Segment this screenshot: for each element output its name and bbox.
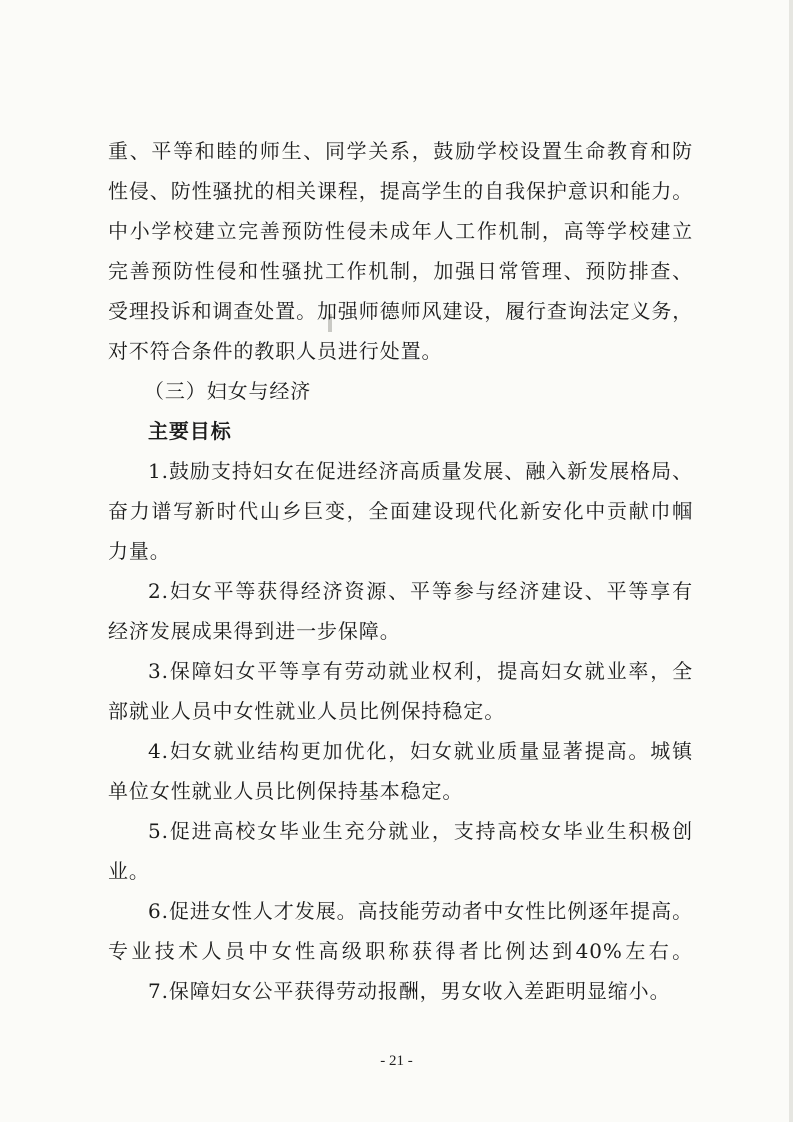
text-line: 对不符合条件的教职人员进行处置。 <box>108 339 443 363</box>
text-line: 奋力谱写新时代山乡巨变，全面建设现代化新安化中贡献巾帼 <box>108 499 693 523</box>
section-heading: （三）妇女与经济 <box>144 379 312 403</box>
text-line: 2.妇女平等获得经济资源、平等参与经济建设、平等享有 <box>148 579 693 603</box>
subsection-heading: 主要目标 <box>148 419 232 443</box>
text-line: 部就业人员中女性就业人员比例保持稳定。 <box>108 699 506 723</box>
text-line: 中小学校建立完善预防性侵未成年人工作机制，高等学校建立 <box>108 219 693 243</box>
text-line: 1.鼓励支持妇女在促进经济高质量发展、融入新发展格局、 <box>148 459 693 483</box>
text-line: 完善预防性侵和性骚扰工作机制，加强日常管理、预防排查、 <box>108 259 693 283</box>
text-line: 业。 <box>108 859 150 883</box>
text-line: 力量。 <box>108 539 171 563</box>
text-line: 4.妇女就业结构更加优化，妇女就业质量显著提高。城镇 <box>148 739 693 763</box>
text-line: 重、平等和睦的师生、同学关系，鼓励学校设置生命教育和防 <box>108 139 693 163</box>
text-line: 3.保障妇女平等享有劳动就业权利，提高妇女就业率，全 <box>148 659 693 683</box>
text-line: 7.保障妇女公平获得劳动报酬，男女收入差距明显缩小。 <box>148 979 671 1003</box>
text-line: 专业技术人员中女性高级职称获得者比例达到40%左右。 <box>108 939 693 963</box>
page-body <box>108 131 693 1011</box>
page-edge-shadow <box>789 0 793 1122</box>
text-line: 6.促进女性人才发展。高技能劳动者中女性比例逐年提高。 <box>148 899 693 923</box>
page-number: - 21 - <box>380 1053 413 1069</box>
text-line: 单位女性就业人员比例保持基本稳定。 <box>108 779 464 803</box>
text-line: 经济发展成果得到进一步保障。 <box>108 619 401 643</box>
text-line: 性侵、防性骚扰的相关课程，提高学生的自我保护意识和能力。 <box>108 179 694 203</box>
text-line: 5.促进高校女毕业生充分就业，支持高校女毕业生积极创 <box>148 819 693 843</box>
text-line: 受理投诉和调查处置。加强师德师风建设，履行查询法定义务， <box>108 299 694 323</box>
